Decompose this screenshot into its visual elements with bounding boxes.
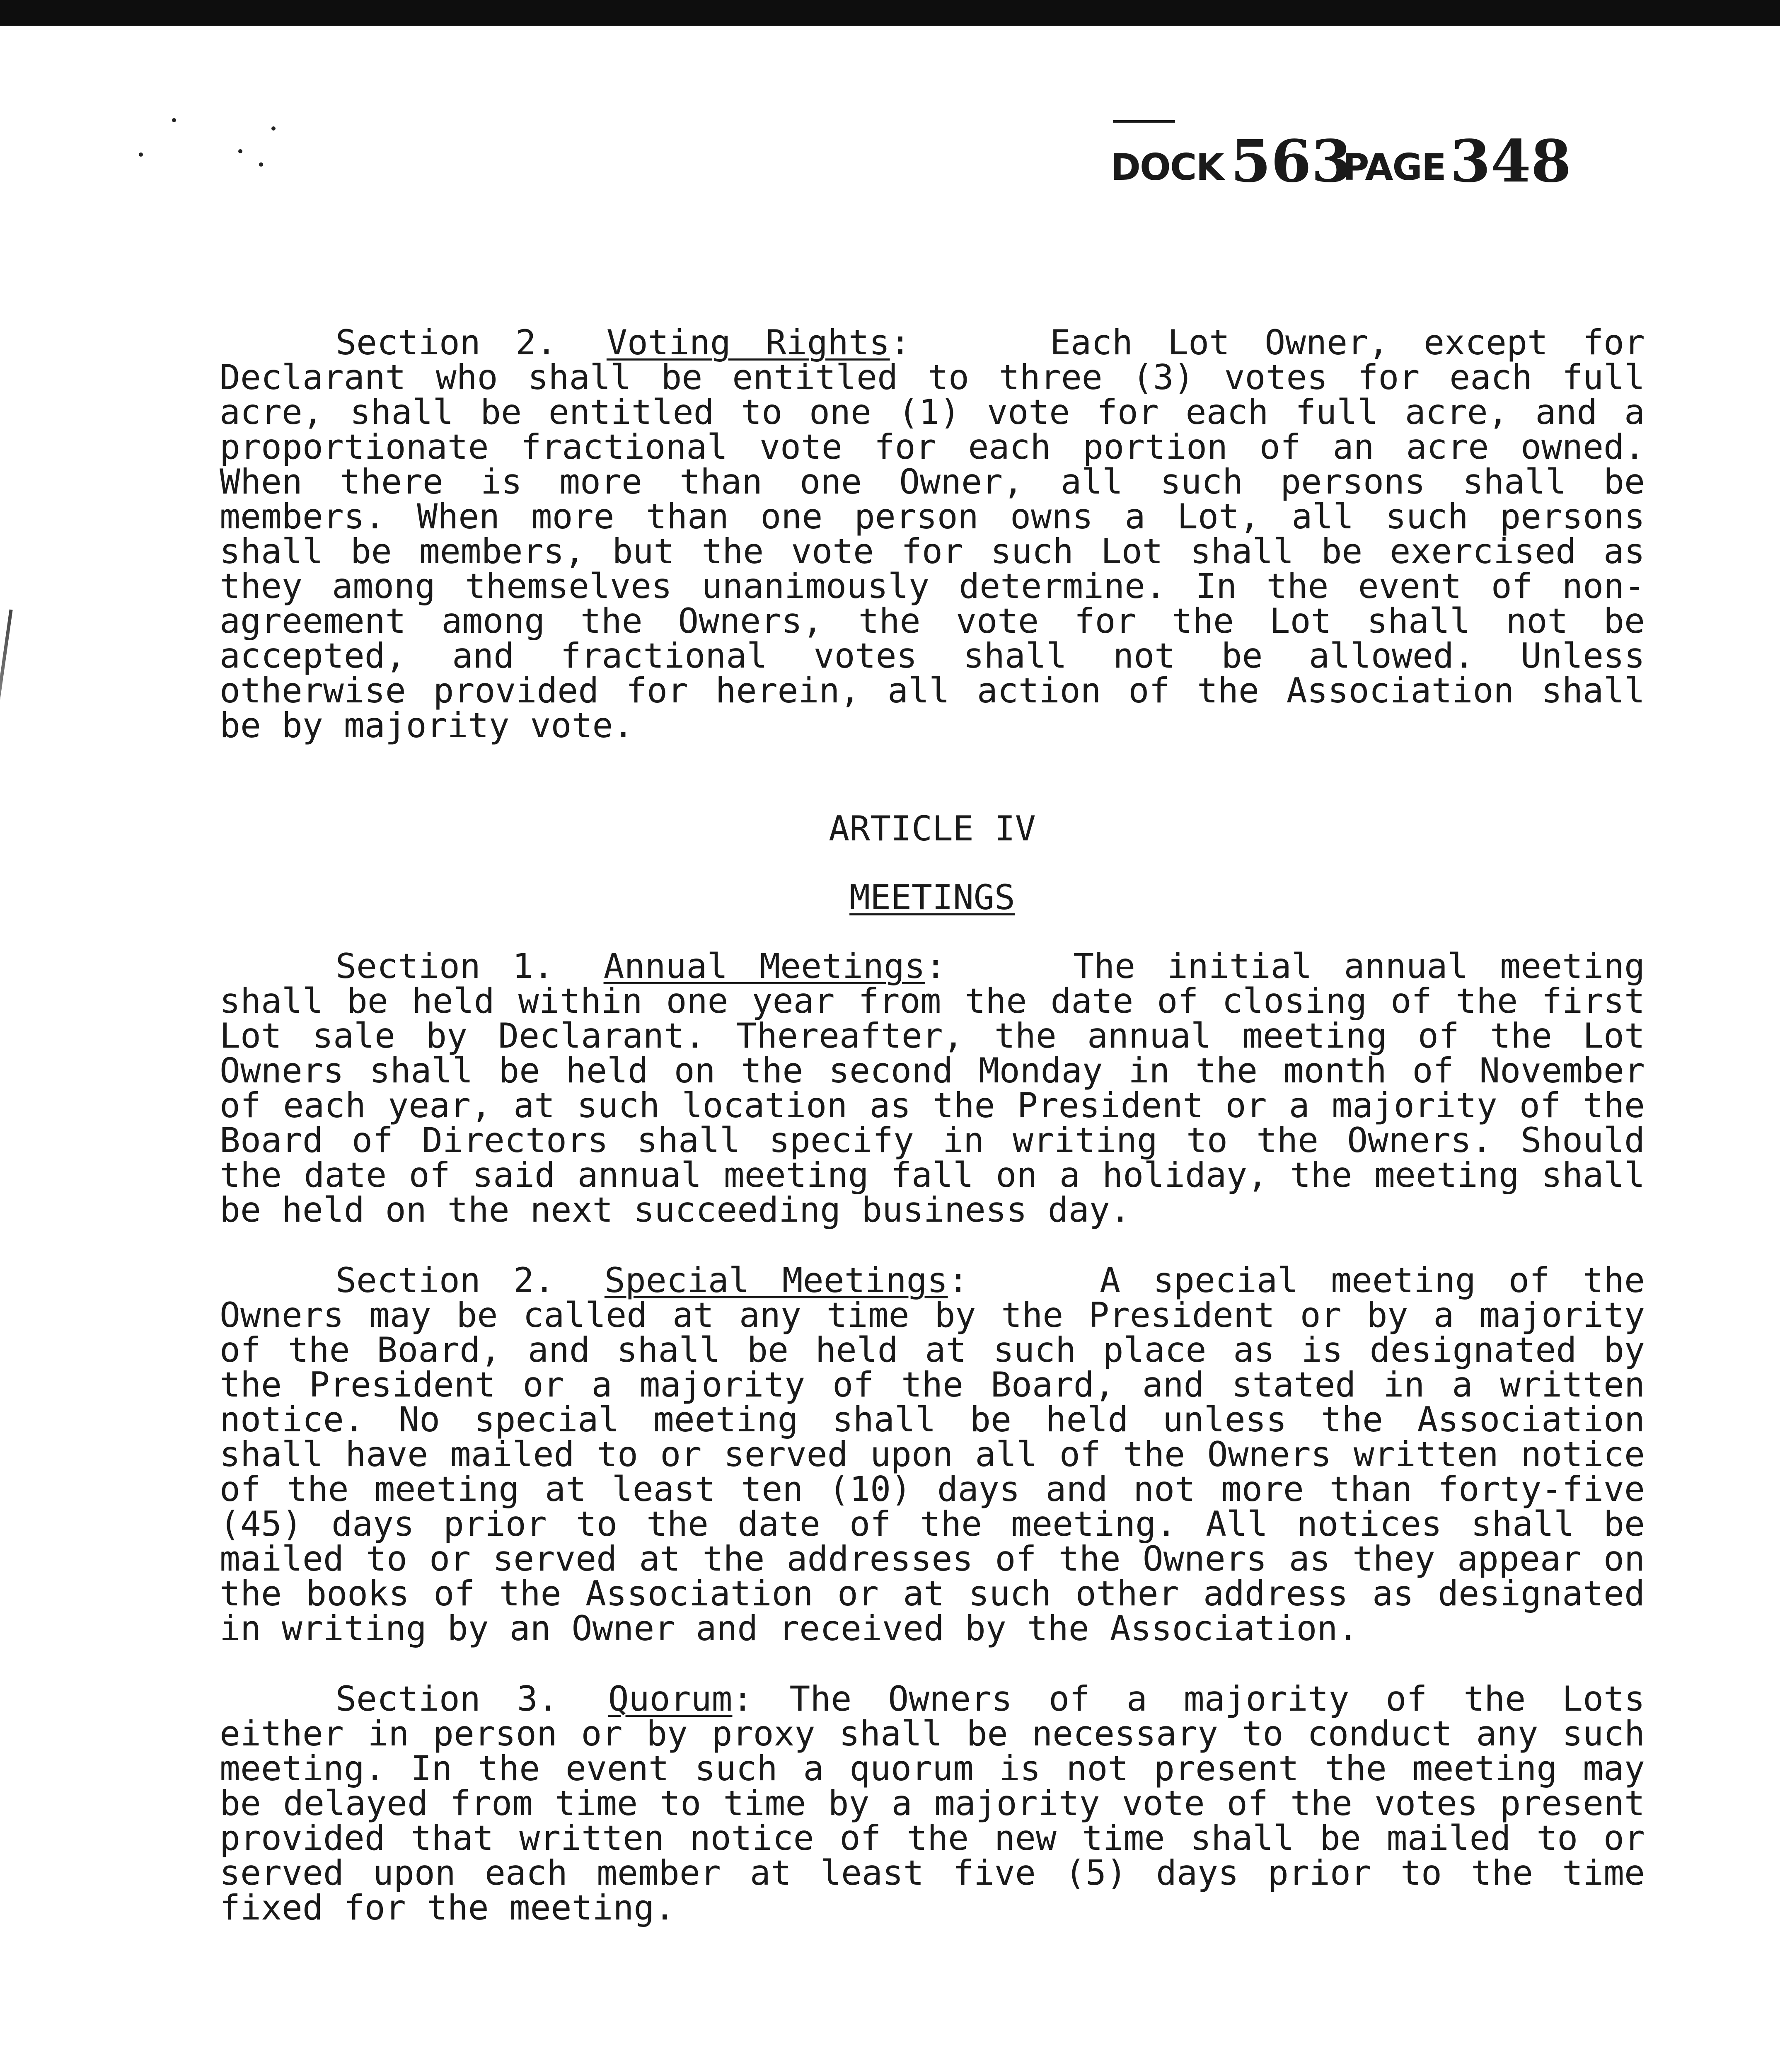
annual-meetings-section: Section 1. Annual Meetings: The initial annual meeting shall be held within one year from the date of closing of the first Lot sale by Declarant. Thereafter, the annual meeting of the Lot Owners shall be held on the second Monday in the month of November of each year, at such location as the President or a majority of the Board of Directors shall specify in writing to the Owners. Should the date of said annual meeting fall on a holiday, the meeting shall be held on the next succeeding business day. [220, 946, 1645, 1230]
scan-speck [259, 162, 263, 167]
scan-speck [238, 149, 242, 153]
book-number: 563 [1231, 128, 1352, 196]
scan-speck [139, 152, 143, 157]
section-label: Section 2. [336, 1260, 555, 1300]
docket-page-number: 348 [1450, 128, 1572, 196]
scan-speck [271, 126, 276, 131]
scan-top-border [0, 0, 1780, 26]
scan-edge-mark [0, 610, 13, 709]
section-title: Voting Rights [606, 322, 890, 363]
docket-overline [1113, 120, 1175, 123]
section-title: Special Meetings [604, 1260, 948, 1300]
section-label: Section 3. [336, 1679, 559, 1719]
section-label: Section 2. [336, 322, 557, 363]
article-title-wrap [220, 877, 1645, 917]
article-number: ARTICLE IV [829, 808, 1036, 849]
special-meetings-section: Section 2. Special Meetings: A special meeting of the Owners may be called at any time by the President or by a majority of the Board, and shall be held at such place as is designated by the President or a majority of the Board, and stated in a written notice. No special meeting shall be held unless the Association shall have mailed to or served upon all of the Owners written notice of the meeting at least ten (10) days and not more than forty-five (45) days prior to the date of the meeting. All notices shall be mailed to or served at the addresses of the Owners as they appear on the books of the Association or at such other address as designated in writing by an Owner and received by the Association. [220, 1260, 1645, 1648]
document-body [220, 322, 1645, 1928]
section-text: A special meeting of the Owners may be called at any time by the President or by a majority of the Board, and shall be held at such place as is designated by the President or a majority of the Board, and stated in a written notice. No special meeting shall be held unless the Association shall have mailed to or served upon all of the Owners written notice of the meeting at least ten (10) days and not more than forty-five (45) days prior to the date of the meeting. All notices shall be mailed to or served at the addresses of the Owners as they appear on the books of the Association or at such other address as designated in writing by an Owner and received by the Association. [220, 1260, 1645, 1648]
scan-speck [172, 118, 176, 122]
section-label: Section 1. [336, 946, 554, 986]
section-title: Annual Meetings [603, 946, 925, 986]
section-text: The initial annual meeting shall be held within one year from the date of closing of the first Lot sale by Declarant. Thereafter, the annual meeting of the Lot Owners shall be held on the second Monday in the month of November of each year, at such location as the President or a majority of the Board of Directors shall specify in writing to the Owners. Should the date of said annual meeting fall on a holiday, the meeting shall be held on the next succeeding business day. [220, 946, 1645, 1230]
section-text: The Owners of a majority of the Lots either in person or by proxy shall be necessary to conduct any such meeting. In the event such a quorum is not present the meeting may be delayed from time to time by a majority vote of the votes present provided that written notice of the new time shall be mailed to or served upon each member at least five (5) days prior to the time fixed for the meeting. [220, 1679, 1645, 1928]
quorum-section: Section 3. Quorum: The Owners of a majority of the Lots either in person or by proxy shall be necessary to conduct any such meeting. In the event such a quorum is not present the meeting may be delayed from time to time by a majority vote of the votes present provided that written notice of the new time shall be mailed to or served upon each member at least five (5) days prior to the time fixed for the meeting. [220, 1679, 1645, 1928]
article-title: MEETINGS [849, 877, 1015, 917]
docket-stamp [1110, 120, 1608, 199]
voting-rights-section: Section 2. Voting Rights: Each Lot Owner, except for Declarant who shall be entitled to three (3) votes for each full acre, shall be entitled to one (1) vote for each full acre, and a proportionate fractional vote for each portion of an acre owned. When there is more than one Owner, all such persons shall be members. When more than one person owns a Lot, all such persons shall be members, but the vote for such Lot shall be exercised as they among themselves unanimously determine. In the event of non-agreement among the Owners, the vote for the Lot shall not be accepted, and fractional votes shall not be allowed. Unless otherwise provided for herein, all action of the Association shall be by majority vote. [220, 322, 1645, 746]
section-title: Quorum [608, 1679, 733, 1719]
page-label: PAGE [1342, 146, 1446, 189]
docket-label: DOCK [1110, 146, 1224, 189]
section-text: Each Lot Owner, except for Declarant who shall be entitled to three (3) votes for each full acre, shall be entitled to one (1) vote for each full acre, and a proportionate fractional vote for each portion of an acre owned. When there is more than one Owner, all such persons shall be members. When more than one person owns a Lot, all such persons shall be members, but the vote for such Lot shall be exercised as they among themselves unanimously determine. In the event of non-agreement among the Owners, the vote for the Lot shall not be accepted, and fractional votes shall not be allowed. Unless otherwise provided for herein, all action of the Association shall be by majority vote. [220, 322, 1645, 746]
